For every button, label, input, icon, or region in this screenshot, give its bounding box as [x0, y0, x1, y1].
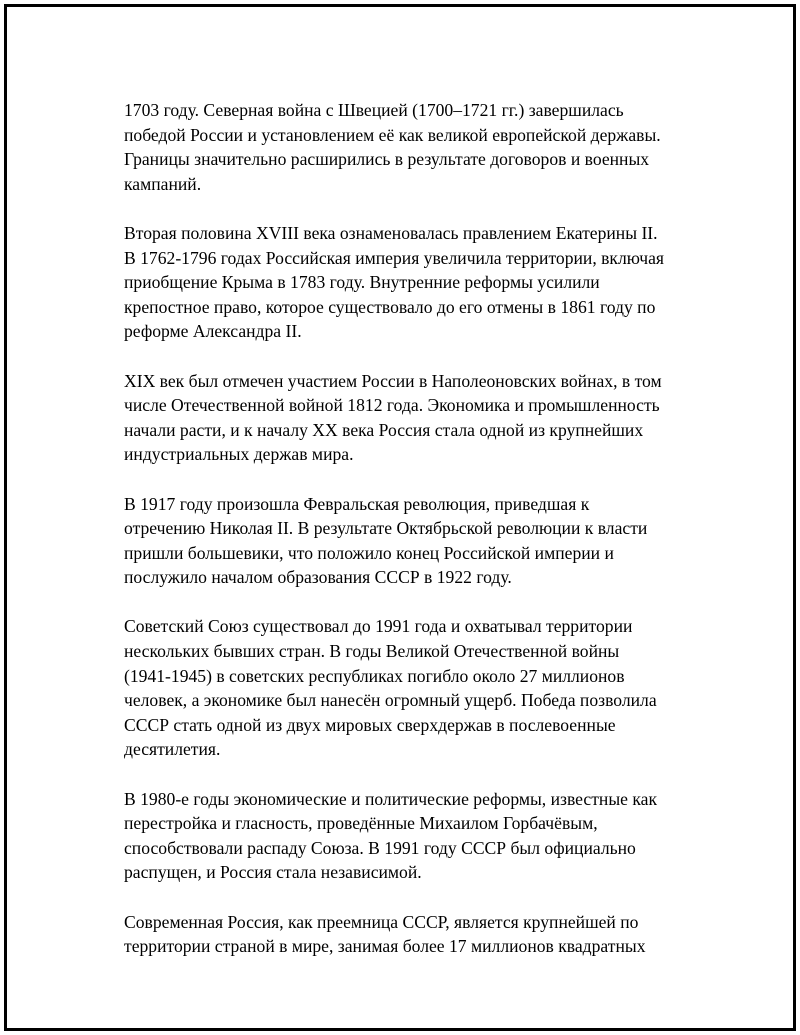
paragraph-soviet-union: Советский Союз существовал до 1991 года и охватывал территории нескольких бывших стран. В годы Великой Отечественной войны (1941-1945) в советских республиках погибло около 27 миллионов человек, а экономике был нанесён огромный ущерб. Победа позволила СССР стать одной из двух мировых сверхдержав в послевоенные десятилетия. [124, 616, 657, 760]
paragraph-revolution-1917: В 1917 году произошла Февральская революция, приведшая к отречению Николая II. В результате Октябрьской революции к власти пришли большевики, что положило конец Российской империи и послужило началом образования СССР в 1922 году. [124, 493, 648, 588]
paragraph-modern-russia: Современная Россия, как преемница СССР, является крупнейшей по территории страной в мире, занимая более 17 миллионов квадратных [124, 911, 646, 957]
paragraph-19th-century: XIX век был отмечен участием России в Наполеоновских войнах, в том числе Отечественной войной 1812 года. Экономика и промышленность начали расти, и к началу XX века Россия стала одной из крупнейших индустриальных держав мира. [124, 370, 662, 465]
paragraph-perestroika: В 1980-е годы экономические и политические реформы, известные как перестройка и гласность, проведённые Михаилом Горбачёвым, способствовали распаду Союза. В 1991 году СССР был официально распущен, и Россия стала независимой. [124, 788, 657, 883]
document-body [124, 98, 704, 983]
paragraph-catherine-ii: Вторая половина XVIII века ознаменовалась правлением Екатерины II. В 1762-1796 годах Российская империя увеличила территории, включая приобщение Крыма в 1783 году. Внутренние реформы усилили крепостное право, которое существовало до его отмены в 1861 году по реформе Александра II. [124, 222, 664, 342]
page-frame [4, 4, 796, 1031]
paragraph-northern-war: 1703 году. Северная война с Швецией (1700–1721 гг.) завершилась победой России и установлением её как великой европейской державы. Границы значительно расширились в результате договоров и военных кампаний. [124, 100, 661, 194]
